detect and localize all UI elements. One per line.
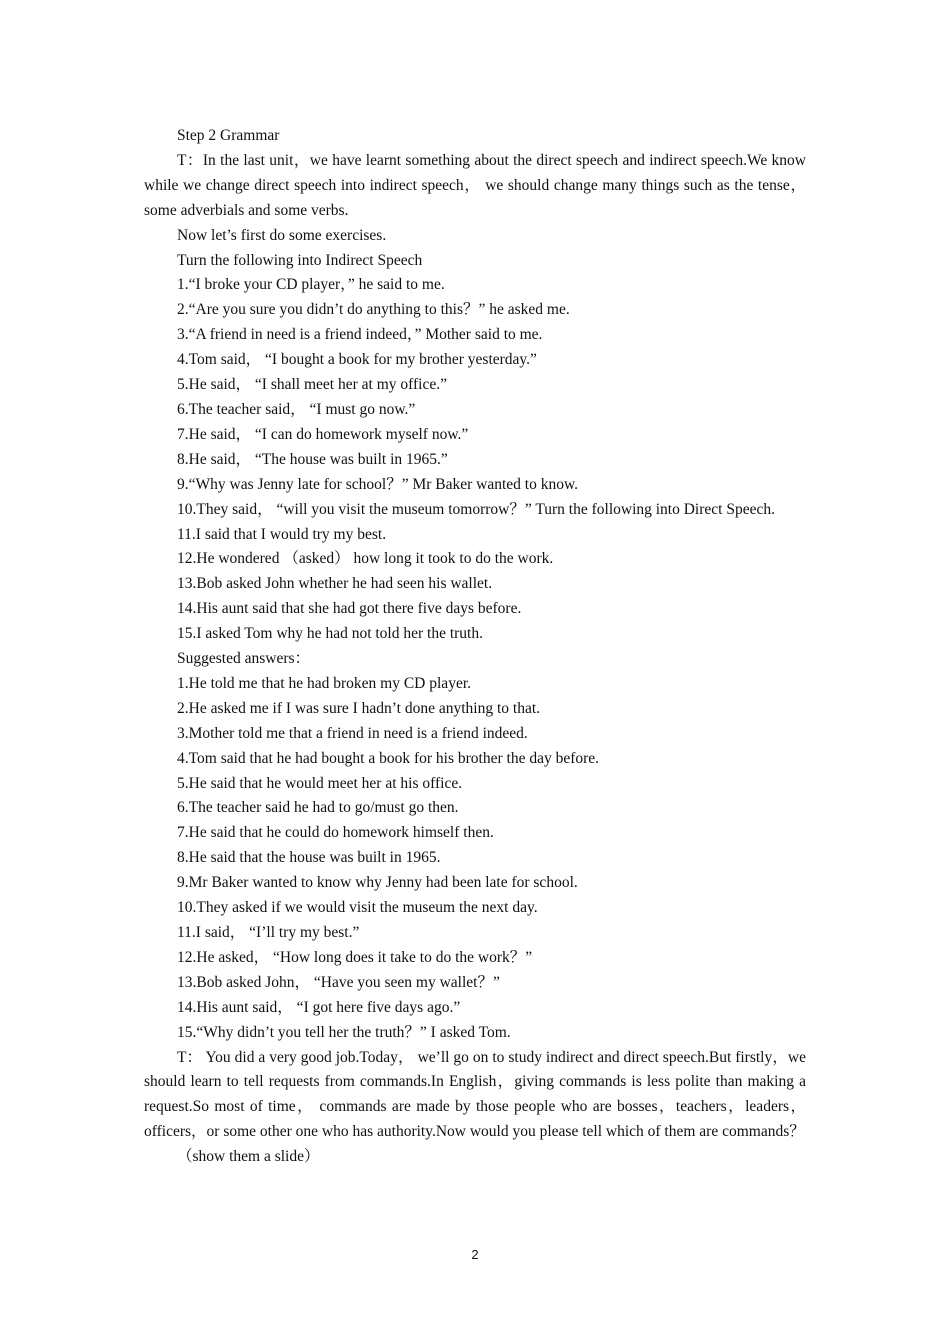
answer-item: 13.Bob asked John， “Have you seen my wallet？”: [177, 973, 500, 991]
slide-note: （show them a slide）: [177, 1148, 320, 1166]
answer-item: 14.His aunt said， “I got here five days ago.”: [177, 998, 461, 1016]
answer-item: 8.He said that the house was built in 1965.: [177, 849, 441, 867]
answer-item: 5.He said that he would meet her at his office.: [177, 774, 463, 792]
exercise-item: 14.His aunt said that she had got there five days before.: [177, 600, 522, 618]
answer-item: 12.He asked， “How long does it take to do the work？”: [177, 948, 533, 966]
exercise-item: 11.I said that I would try my best.: [177, 525, 387, 543]
answer-item: 1.He told me that he had broken my CD player.: [177, 674, 472, 692]
answer-item: 7.He said that he could do homework himself then.: [177, 824, 494, 842]
answer-item: 2.He asked me if I was sure I hadn’t done anything to that.: [177, 699, 541, 717]
indirect-heading: Turn the following into Indirect Speech: [177, 251, 423, 269]
exercise-item: 2.“Are you sure you didn’t do anything to this？” he asked me.: [177, 301, 570, 319]
answers-heading: Suggested answers：: [177, 650, 311, 668]
answer-item: 9.Mr Baker wanted to know why Jenny had been late for school.: [177, 874, 578, 892]
closing-paragraph: T： You did a very good job.Today， we’ll go on to study indirect and direct speech.But firstly，we should learn to tell requests from commands.In English，giving commands is less polite than making a request.So most of time， commands are made by those people who are bosses，teachers，leaders，officers，or some other one who has authority.Now would you please tell which of them are commands？: [144, 1048, 806, 1141]
answer-item: 10.They asked if we would visit the museum the next day.: [177, 899, 538, 917]
exercise-item: 15.I asked Tom why he had not told her the truth.: [177, 625, 483, 643]
exercise-intro: Now let’s first do some exercises.: [177, 226, 387, 244]
exercise-item: 12.He wondered （asked） how long it took to do the work.: [177, 550, 554, 568]
answer-item: 6.The teacher said he had to go/must go then.: [177, 799, 459, 817]
answer-item: 15.“Why didn’t you tell her the truth？” I asked Tom.: [177, 1023, 511, 1041]
answer-item: 4.Tom said that he had bought a book for his brother the day before.: [177, 749, 600, 767]
answer-item: 11.I said， “I’ll try my best.”: [177, 924, 360, 941]
exercise-item: 5.He said， “I shall meet her at my office.”: [177, 376, 448, 394]
step-title: Step 2 Grammar: [177, 127, 280, 144]
exercise-item-10: 10.They said， “will you visit the museum tomorrow？” Turn the following into Direct Speech.: [177, 500, 775, 518]
exercise-item: 8.He said， “The house was built in 1965.”: [177, 450, 448, 468]
exercise-item: 6.The teacher said， “I must go now.”: [177, 400, 416, 418]
page-number: 2: [471, 1247, 479, 1262]
intro-paragraph: T：In the last unit，we have learnt something about the direct speech and indirect speech.We know while we change direct speech into indirect speech， we should change many things such as the tense，some adverbials and some verbs.: [144, 151, 806, 219]
page-content: [144, 124, 806, 1170]
exercise-item: 4.Tom said， “I bought a book for my brother yesterday.”: [177, 351, 537, 369]
exercise-item: 7.He said， “I can do homework myself now.”: [177, 425, 469, 443]
exercise-item: 9.“Why was Jenny late for school？” Mr Baker wanted to know.: [177, 475, 579, 493]
exercise-item: 1.“I broke your CD player，” he said to me.: [177, 276, 445, 294]
exercise-item: 3.“A friend in need is a friend indeed，” Mother said to me.: [177, 326, 543, 344]
answer-item: 3.Mother told me that a friend in need is a friend indeed.: [177, 724, 528, 742]
exercise-item: 13.Bob asked John whether he had seen his wallet.: [177, 575, 493, 593]
